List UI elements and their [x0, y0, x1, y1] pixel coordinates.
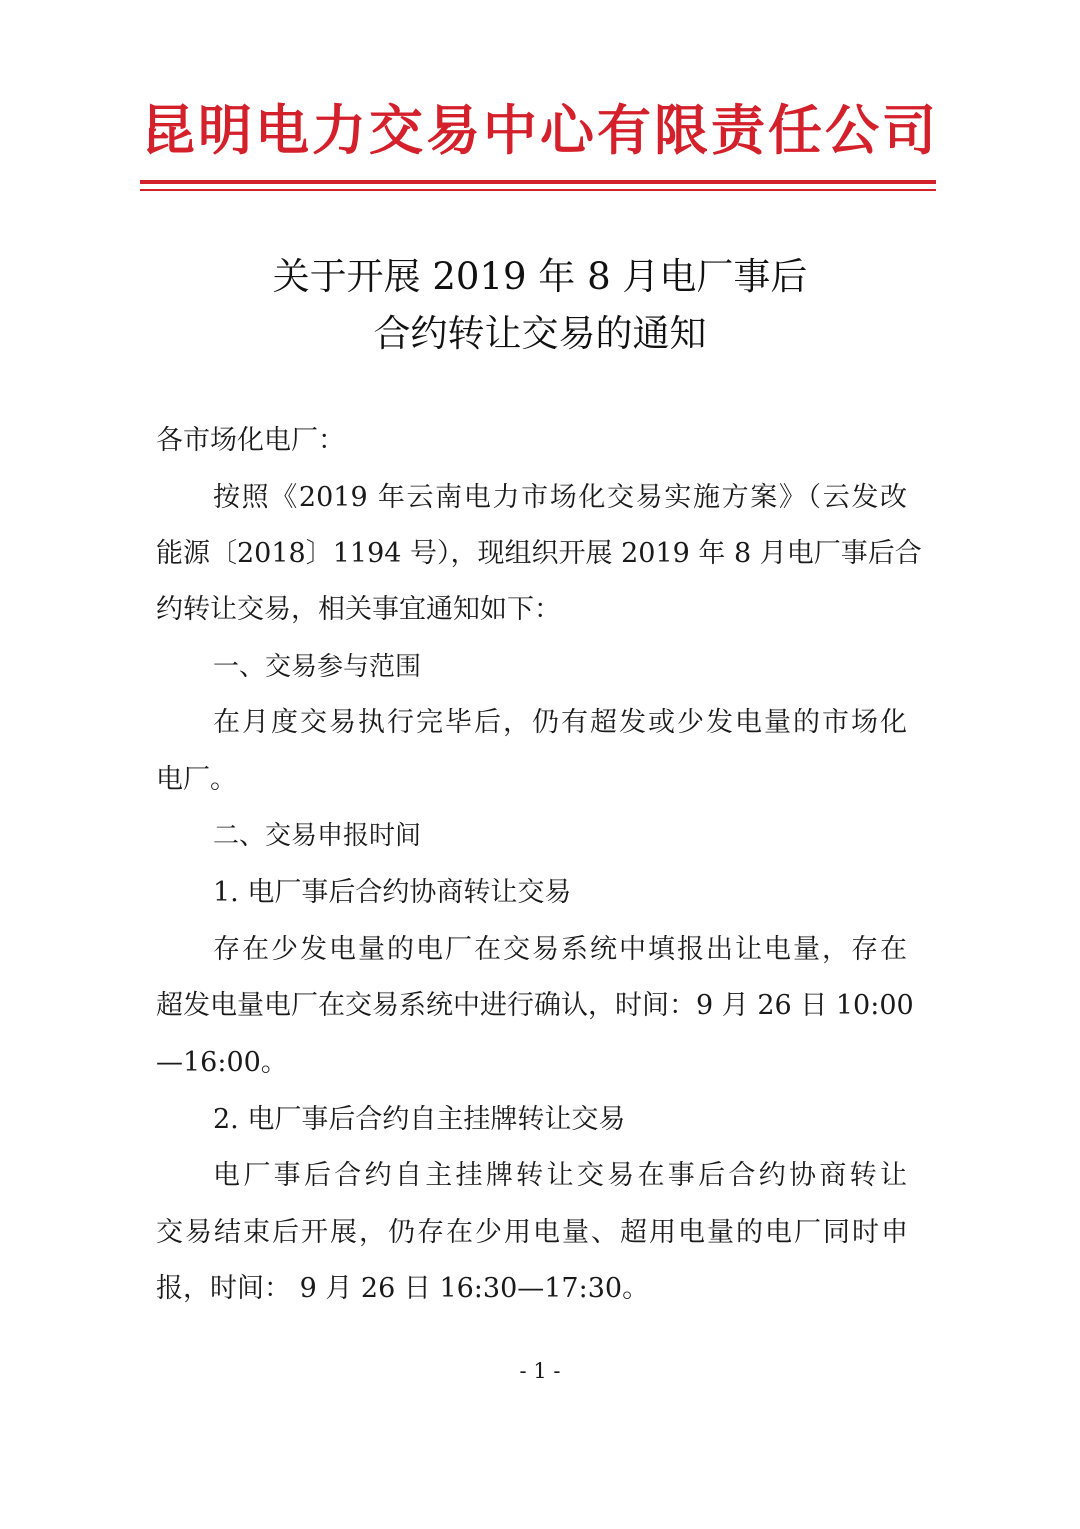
item-1-text-line-1: 存在少发电量的电厂在交易系统中填报出让电量，存在: [213, 934, 907, 965]
intro-line-1: 按照《2019 年云南电力市场化交易实施方案》（云发改: [213, 482, 907, 513]
organization-name: 昆明电力交易中心有限责任公司: [141, 99, 939, 162]
section-1-text-line-1: 在月度交易执行完毕后，仍有超发或少发电量的市场化: [213, 707, 907, 738]
item-1-text-line-2: 超发电量电厂在交易系统中进行确认，时间：9 月 26 日 10:00: [156, 990, 914, 1021]
section-1-text-line-2: 电厂。: [156, 764, 237, 795]
section-2-heading: 二、交易申报时间: [213, 821, 422, 851]
header-rule-thin: [140, 189, 936, 191]
salutation: 各市场化电厂：: [156, 425, 345, 456]
intro-line-3: 约转让交易，相关事宜通知如下：: [156, 594, 561, 625]
intro-line-2: 能源〔2018〕1194 号），现组织开展 2019 年 8 月电厂事后合: [156, 538, 922, 569]
header-rule-thick: [140, 180, 936, 184]
item-2-heading: 2. 电厂事后合约自主挂牌转让交易: [213, 1104, 626, 1135]
item-1-text-line-3: —16:00。: [156, 1047, 288, 1078]
document-title-line-2: 合约转让交易的通知: [373, 312, 707, 355]
item-2-text-line-2: 交易结束后开展，仍存在少用电量、超用电量的电厂同时申: [156, 1217, 908, 1248]
section-1-heading: 一、交易参与范围: [213, 652, 422, 682]
item-2-text-line-3: 报，时间： 9 月 26 日 16:30—17:30。: [156, 1273, 650, 1304]
page-number: - 1 -: [519, 1359, 561, 1383]
item-1-heading: 1. 电厂事后合约协商转让交易: [213, 877, 572, 908]
document-title-line-1: 关于开展 2019 年 8 月电厂事后: [272, 255, 808, 298]
item-2-text-line-1: 电厂事后合约自主挂牌转让交易在事后合约协商转让: [213, 1160, 907, 1191]
